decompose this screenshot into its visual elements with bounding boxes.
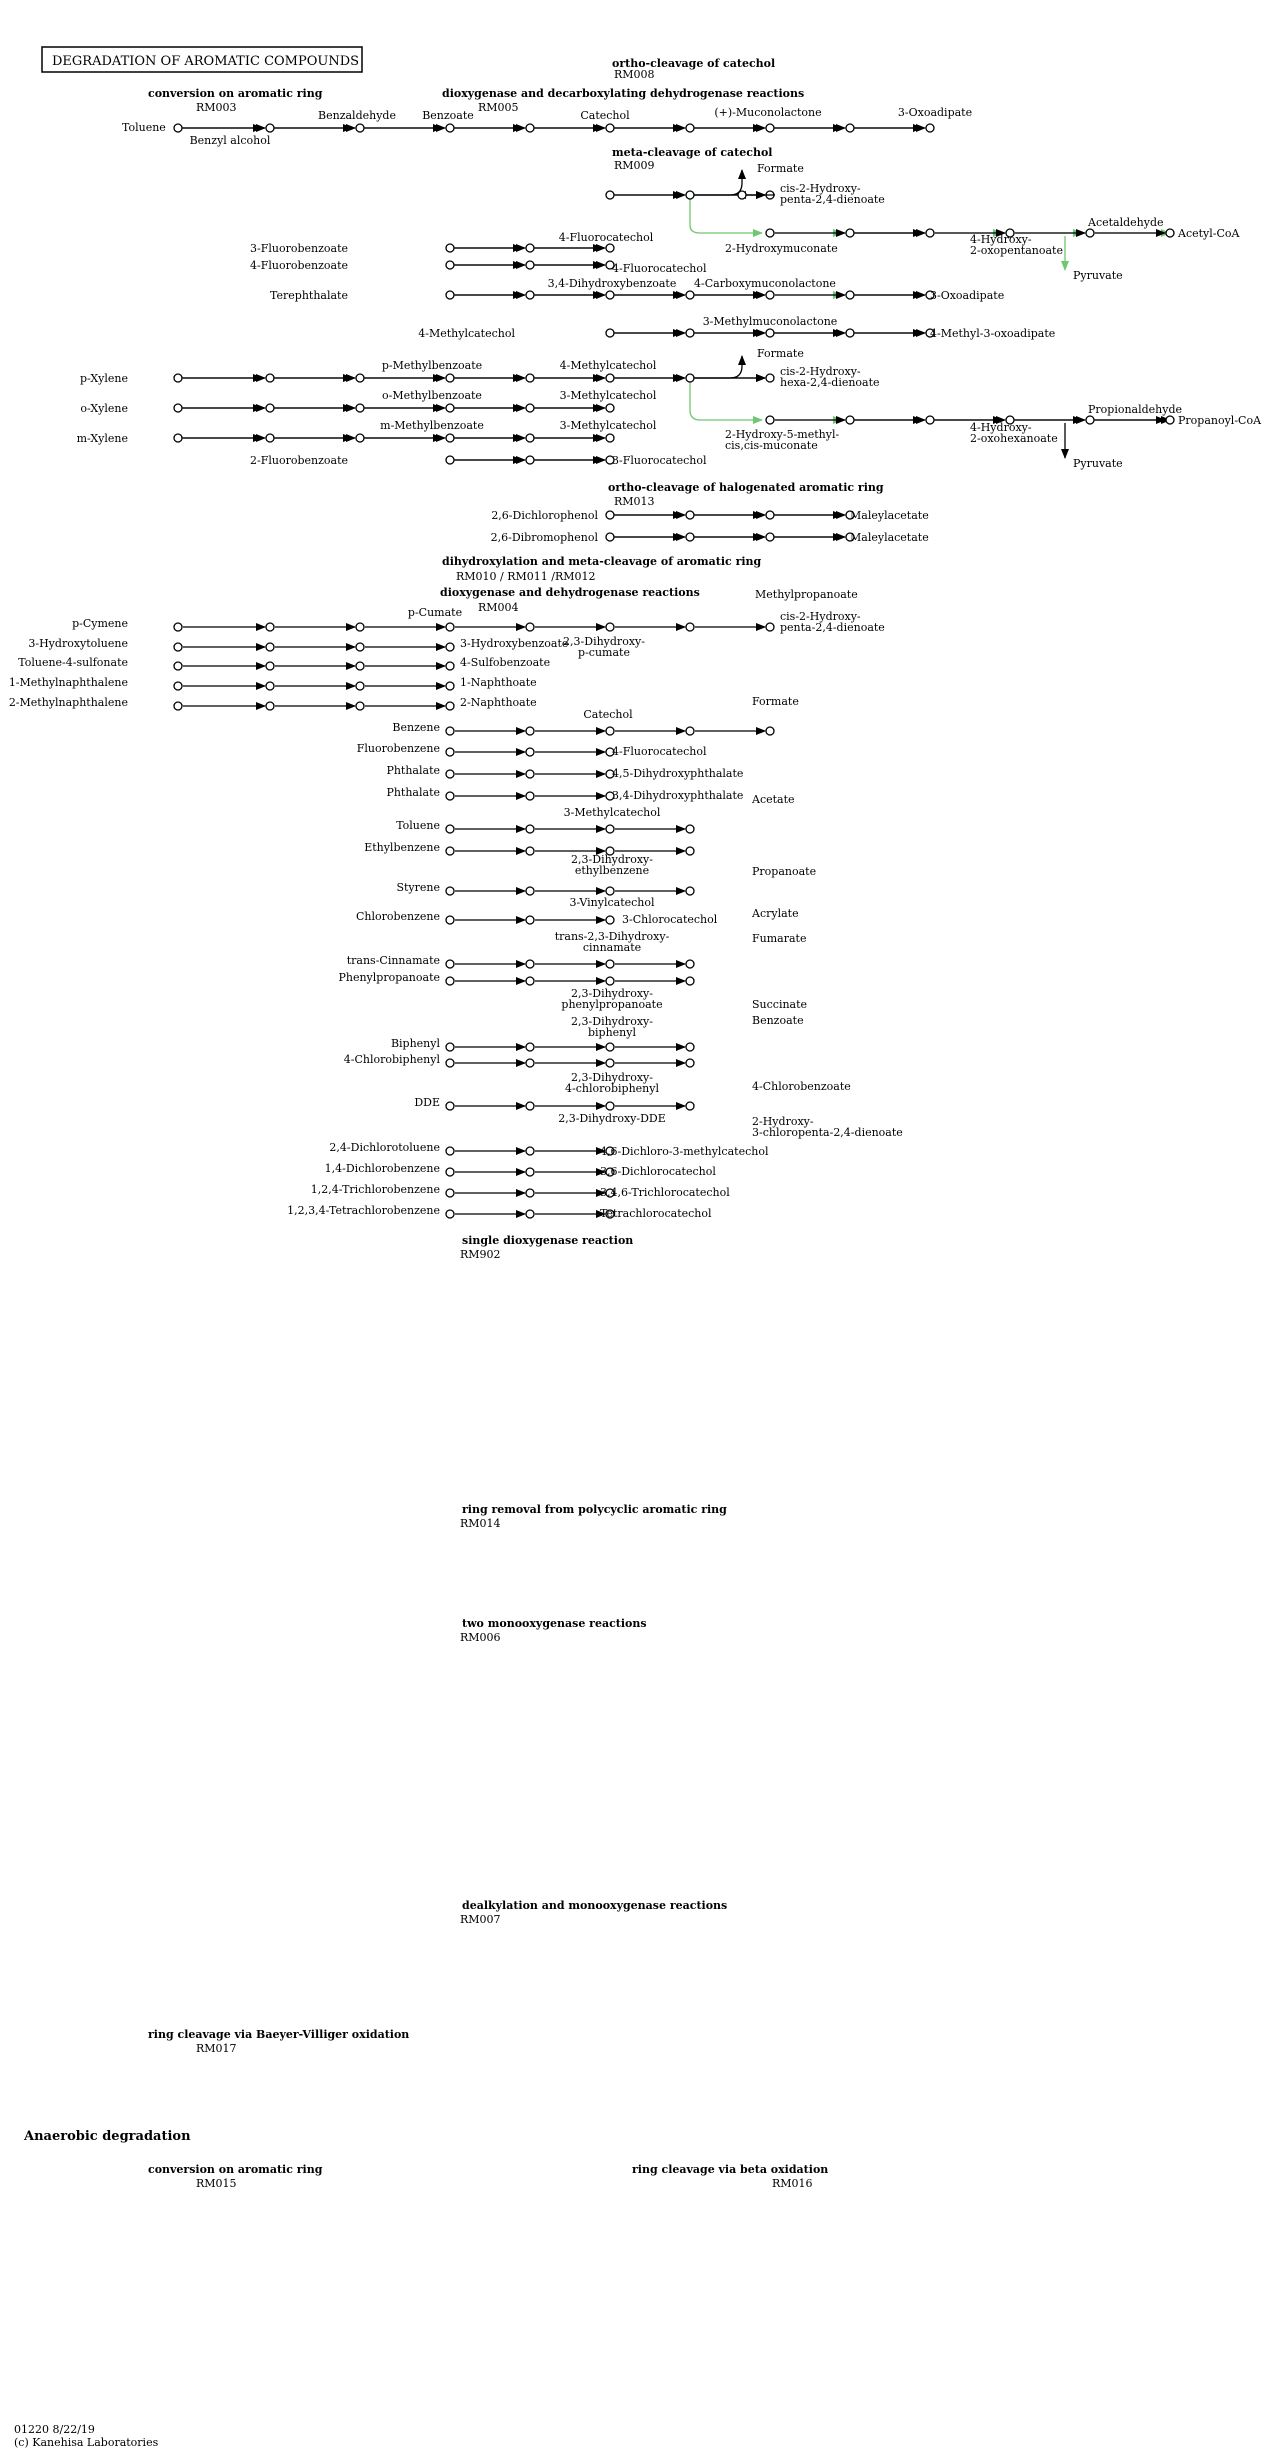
compound-node[interactable] <box>606 977 614 985</box>
compound-label: Pyruvate <box>1073 269 1123 282</box>
compound-label: Formate <box>757 347 804 360</box>
compound-label: Benzyl alcohol <box>189 134 271 147</box>
compound-label: 2,6-Dichlorophenol <box>491 509 598 522</box>
compound-label: 3-Methylcatechol <box>563 806 661 819</box>
compound-node[interactable] <box>526 434 534 442</box>
compound-label: 4-Hydroxy- <box>970 233 1032 246</box>
compound-label: 4-Sulfobenzoate <box>460 656 551 669</box>
compound-node[interactable] <box>446 847 454 855</box>
compound-node[interactable] <box>266 662 274 670</box>
compound-label: Methylpropanoate <box>755 588 858 601</box>
compound-label: 2-Naphthoate <box>460 696 537 709</box>
compound-node[interactable] <box>526 887 534 895</box>
compound-node[interactable] <box>446 124 454 132</box>
compound-label: Toluene <box>122 121 166 134</box>
compound-label: Propionaldehyde <box>1088 403 1183 416</box>
compound-label: penta-2,4-dienoate <box>780 193 885 206</box>
compound-node[interactable] <box>526 261 534 269</box>
compound-label: 2-Fluorobenzoate <box>250 454 348 467</box>
compound-node[interactable] <box>266 623 274 631</box>
compound-node[interactable] <box>446 623 454 631</box>
compound-label: 2,3-Dihydroxy- <box>571 853 653 866</box>
compound-node[interactable] <box>174 643 182 651</box>
compound-label: Catechol <box>583 708 633 721</box>
compound-label: Styrene <box>396 881 440 894</box>
compound-node[interactable] <box>1086 229 1094 237</box>
compound-node[interactable] <box>174 682 182 690</box>
compound-node[interactable] <box>526 792 534 800</box>
compound-node[interactable] <box>766 229 774 237</box>
compound-node[interactable] <box>606 1059 614 1067</box>
compound-label: 1,4-Dichlorobenzene <box>324 1162 440 1175</box>
compound-node[interactable] <box>446 374 454 382</box>
compound-node[interactable] <box>526 404 534 412</box>
compound-node[interactable] <box>606 404 614 412</box>
compound-node[interactable] <box>446 404 454 412</box>
compound-label: p-Cymene <box>72 617 128 630</box>
compound-label: Benzaldehyde <box>318 109 396 122</box>
compound-node[interactable] <box>526 847 534 855</box>
module-label: RM010 / RM011 /RM012 <box>456 570 596 583</box>
compound-node[interactable] <box>606 887 614 895</box>
compound-label: 3,4,6-Trichlorocatechol <box>600 1186 730 1199</box>
compound-label: 3-Methylmuconolactone <box>702 315 838 328</box>
compound-label: 2,3-Dihydroxy- <box>571 987 653 1000</box>
compound-label: Acrylate <box>752 907 799 920</box>
compound-label: 2-oxohexanoate <box>970 432 1058 445</box>
compound-label: 3-Hydroxytoluene <box>28 637 128 650</box>
compound-node[interactable] <box>686 1102 694 1110</box>
compound-node[interactable] <box>766 533 774 541</box>
compound-node[interactable] <box>446 1043 454 1051</box>
compound-node[interactable] <box>526 1102 534 1110</box>
compound-node[interactable] <box>686 727 694 735</box>
compound-node[interactable] <box>526 825 534 833</box>
compound-label: 3,6-Dichlorocatechol <box>600 1165 716 1178</box>
compound-node[interactable] <box>446 261 454 269</box>
compound-node[interactable] <box>174 702 182 710</box>
compound-label: cinnamate <box>582 941 642 954</box>
module-label: RM008 <box>614 68 655 81</box>
compound-node[interactable] <box>526 916 534 924</box>
compound-label: 4-Chlorobiphenyl <box>343 1053 440 1066</box>
compound-node[interactable] <box>446 434 454 442</box>
compound-node[interactable] <box>606 533 614 541</box>
compound-node[interactable] <box>606 1043 614 1051</box>
compound-node[interactable] <box>446 1102 454 1110</box>
compound-node[interactable] <box>526 244 534 252</box>
compound-label: 4-Methylcatechol <box>418 327 515 340</box>
compound-label: cis,cis-muconate <box>725 439 818 452</box>
compound-node[interactable] <box>846 329 854 337</box>
compound-node[interactable] <box>446 1189 454 1197</box>
compound-label: Fluorobenzene <box>356 742 440 755</box>
compound-label: 3-Fluorobenzoate <box>250 242 348 255</box>
section-heading: ring removal from polycyclic aromatic ring <box>462 1503 727 1516</box>
compound-node[interactable] <box>606 434 614 442</box>
compound-node[interactable] <box>266 124 274 132</box>
compound-label: 1-Naphthoate <box>460 676 537 689</box>
compound-label: Succinate <box>752 998 808 1011</box>
compound-node[interactable] <box>606 825 614 833</box>
compound-node[interactable] <box>686 623 694 631</box>
section-heading: ring cleavage via beta oxidation <box>632 2163 829 2176</box>
compound-node[interactable] <box>606 124 614 132</box>
compound-node[interactable] <box>526 1189 534 1197</box>
compound-label: m-Methylbenzoate <box>380 419 484 432</box>
module-label: RM009 <box>614 159 655 172</box>
compound-label: trans-Cinnamate <box>346 954 440 967</box>
compound-label: 4-Fluorocatechol <box>612 262 707 275</box>
compound-node[interactable] <box>926 229 934 237</box>
compound-node[interactable] <box>446 977 454 985</box>
compound-node[interactable] <box>846 291 854 299</box>
compound-label: 4-Chlorobenzoate <box>752 1080 851 1093</box>
compound-node[interactable] <box>766 291 774 299</box>
compound-node[interactable] <box>174 434 182 442</box>
section-heading: ring cleavage via Baeyer-Villiger oxidation <box>148 2028 410 2041</box>
compound-label: Catechol <box>580 109 630 122</box>
compound-label: phenylpropanoate <box>561 998 663 1011</box>
compound-label: Toluene <box>396 819 440 832</box>
compound-node[interactable] <box>446 456 454 464</box>
compound-label: 2,3-Dihydroxy- <box>563 635 645 648</box>
compound-node[interactable] <box>356 643 364 651</box>
compound-label: hexa-2,4-dienoate <box>780 376 880 389</box>
compound-label: Biphenyl <box>390 1037 440 1050</box>
compound-node[interactable] <box>356 702 364 710</box>
compound-node[interactable] <box>266 702 274 710</box>
compound-label: 2,6-Dibromophenol <box>490 531 598 544</box>
compound-label: 4-Carboxymuconolactone <box>694 277 836 290</box>
compound-label: biphenyl <box>587 1026 637 1039</box>
compound-node[interactable] <box>526 727 534 735</box>
compound-label: o-Methylbenzoate <box>382 389 482 402</box>
compound-node[interactable] <box>446 960 454 968</box>
compound-label: Maleylacetate <box>850 509 929 522</box>
compound-label: p-Xylene <box>79 372 128 385</box>
compound-label: DDE <box>414 1096 440 1109</box>
module-label: RM007 <box>460 1913 501 1926</box>
compound-label: 3-Methylcatechol <box>559 419 657 432</box>
compound-label: 3-Vinylcatechol <box>569 896 655 909</box>
compound-node[interactable] <box>846 124 854 132</box>
compound-label: 3-chloropenta-2,4-dienoate <box>752 1126 903 1139</box>
compound-node[interactable] <box>926 124 934 132</box>
compound-label: 4-chlorobiphenyl <box>565 1082 659 1095</box>
compound-node[interactable] <box>526 1043 534 1051</box>
compound-node[interactable] <box>526 1210 534 1218</box>
compound-label: 4,6-Dichloro-3-methylcatechol <box>600 1145 769 1158</box>
compound-node[interactable] <box>526 124 534 132</box>
compound-node[interactable] <box>526 623 534 631</box>
compound-node[interactable] <box>686 960 694 968</box>
compound-label: 2-Hydroxy- <box>752 1115 814 1128</box>
compound-label: 4-Methylcatechol <box>559 359 657 372</box>
compound-node[interactable] <box>266 374 274 382</box>
compound-node[interactable] <box>446 916 454 924</box>
compound-node[interactable] <box>606 191 614 199</box>
section-heading: dealkylation and monooxygenase reactions <box>462 1899 728 1912</box>
compound-node[interactable] <box>446 770 454 778</box>
compound-label: 2,4-Dichlorotoluene <box>329 1141 440 1154</box>
compound-label: Fumarate <box>752 932 807 945</box>
compound-label: 3,4-Dihydroxybenzoate <box>547 277 677 290</box>
compound-node[interactable] <box>606 916 614 924</box>
compound-node[interactable] <box>446 887 454 895</box>
compound-label: 1-Methylnaphthalene <box>8 676 128 689</box>
compound-label: 2,3-Dihydroxy- <box>571 1071 653 1084</box>
compound-label: Formate <box>757 162 804 175</box>
module-label: RM013 <box>614 495 655 508</box>
compound-label: p-Methylbenzoate <box>381 359 483 372</box>
compound-node[interactable] <box>766 623 774 631</box>
compound-node[interactable] <box>446 682 454 690</box>
compound-node[interactable] <box>766 329 774 337</box>
compound-label: ethylbenzene <box>574 864 650 877</box>
compound-node[interactable] <box>686 291 694 299</box>
compound-label: 2-Methylnaphthalene <box>8 696 128 709</box>
compound-node[interactable] <box>446 1210 454 1218</box>
compound-node[interactable] <box>686 977 694 985</box>
compound-node[interactable] <box>606 623 614 631</box>
section-heading: dioxygenase and dehydrogenase reactions <box>440 586 700 599</box>
compound-node[interactable] <box>356 682 364 690</box>
compound-label: (+)-Muconolactone <box>714 106 822 119</box>
compound-label: Ethylbenzene <box>364 841 440 854</box>
compound-label: 4-Fluorocatechol <box>612 745 707 758</box>
compound-node[interactable] <box>174 124 182 132</box>
compound-node[interactable] <box>446 1147 454 1155</box>
compound-label: 3-Oxoadipate <box>897 106 973 119</box>
compound-label: cis-2-Hydroxy- <box>780 610 861 623</box>
compound-node[interactable] <box>526 1168 534 1176</box>
compound-label: Phenylpropanoate <box>338 971 440 984</box>
module-label: RM016 <box>772 2177 813 2190</box>
compound-node[interactable] <box>266 682 274 690</box>
module-label: RM006 <box>460 1631 501 1644</box>
compound-label: 2,3-Dihydroxy- <box>571 1015 653 1028</box>
compound-label: o-Xylene <box>80 402 128 415</box>
compound-node[interactable] <box>686 1059 694 1067</box>
compound-node[interactable] <box>446 1059 454 1067</box>
compound-node[interactable] <box>266 643 274 651</box>
compound-node[interactable] <box>606 291 614 299</box>
compound-node[interactable] <box>446 702 454 710</box>
compound-label: cis-2-Hydroxy- <box>780 182 861 195</box>
compound-label: 2,3-Dihydroxy-DDE <box>558 1112 666 1125</box>
compound-node[interactable] <box>606 960 614 968</box>
compound-node[interactable] <box>266 404 274 412</box>
section-heading: dihydroxylation and meta-cleavage of aromatic ring <box>442 555 762 568</box>
compound-label: Terephthalate <box>270 289 348 302</box>
compound-label: Acetyl-CoA <box>1178 227 1240 240</box>
compound-label: 3,4-Dihydroxyphthalate <box>612 789 744 802</box>
compound-label: Acetate <box>752 793 795 806</box>
compound-node[interactable] <box>926 416 934 424</box>
section-heading: Anaerobic degradation <box>24 2129 191 2144</box>
compound-node[interactable] <box>266 434 274 442</box>
compound-node[interactable] <box>446 291 454 299</box>
module-label: RM003 <box>196 101 237 114</box>
module-label: RM004 <box>478 601 519 614</box>
compound-node[interactable] <box>686 329 694 337</box>
compound-node[interactable] <box>606 244 614 252</box>
compound-node[interactable] <box>846 229 854 237</box>
compound-node[interactable] <box>526 977 534 985</box>
compound-label: 4-Fluorocatechol <box>558 231 654 244</box>
compound-node[interactable] <box>846 416 854 424</box>
section-heading: ortho-cleavage of catechol <box>612 57 776 70</box>
compound-node[interactable] <box>446 825 454 833</box>
compound-node[interactable] <box>526 456 534 464</box>
compound-label: Propanoate <box>752 865 817 878</box>
compound-node[interactable] <box>686 374 694 382</box>
compound-node[interactable] <box>356 124 364 132</box>
compound-node[interactable] <box>686 533 694 541</box>
compound-label: 4-Methyl-3-oxoadipate <box>930 327 1056 340</box>
compound-label: Chlorobenzene <box>355 910 440 923</box>
compound-label: 3-Oxoadipate <box>930 289 1005 302</box>
compound-node[interactable] <box>686 847 694 855</box>
section-heading: meta-cleavage of catechol <box>612 146 773 159</box>
compound-label: Pyruvate <box>1073 457 1123 470</box>
compound-node[interactable] <box>1166 229 1174 237</box>
section-heading: conversion on aromatic ring <box>148 87 323 100</box>
section-heading: two monooxygenase reactions <box>462 1617 647 1630</box>
compound-node[interactable] <box>766 727 774 735</box>
compound-label: Benzene <box>392 721 440 734</box>
compound-node[interactable] <box>446 662 454 670</box>
compound-label: 3-Chlorocatechol <box>622 913 718 926</box>
compound-node[interactable] <box>1086 416 1094 424</box>
compound-label: 2-oxopentanoate <box>970 244 1063 257</box>
compound-label: Phthalate <box>386 786 440 799</box>
compound-node[interactable] <box>766 124 774 132</box>
compound-node[interactable] <box>526 960 534 968</box>
compound-label: Phthalate <box>386 764 440 777</box>
section-heading: single dioxygenase reaction <box>462 1234 634 1247</box>
compound-label: 3-Methylcatechol <box>559 389 657 402</box>
section-heading: conversion on aromatic ring <box>148 2163 323 2176</box>
compound-label: Benzoate <box>422 109 474 122</box>
compound-node[interactable] <box>174 662 182 670</box>
compound-label: 3-Hydroxybenzoate <box>460 637 569 650</box>
compound-label: 3-Fluorocatechol <box>612 454 707 467</box>
compound-label: Tetrachlorocatechol <box>600 1207 712 1220</box>
compound-label: m-Xylene <box>76 432 128 445</box>
module-label: RM005 <box>478 101 519 114</box>
compound-node[interactable] <box>606 727 614 735</box>
compound-node[interactable] <box>686 887 694 895</box>
compound-node[interactable] <box>606 511 614 519</box>
compound-node[interactable] <box>686 191 694 199</box>
compound-node[interactable] <box>446 727 454 735</box>
compound-node[interactable] <box>356 434 364 442</box>
compound-node[interactable] <box>526 291 534 299</box>
section-heading: dioxygenase and decarboxylating dehydrogenase reactions <box>442 87 805 100</box>
compound-label: p-Cumate <box>407 606 463 619</box>
compound-node[interactable] <box>356 662 364 670</box>
compound-label: 2-Hydroxy-5-methyl- <box>725 428 840 441</box>
compound-node[interactable] <box>526 1147 534 1155</box>
compound-label: 4,5-Dihydroxyphthalate <box>612 767 744 780</box>
compound-node[interactable] <box>174 374 182 382</box>
compound-node[interactable] <box>738 191 746 199</box>
compound-node[interactable] <box>766 416 774 424</box>
compound-label: penta-2,4-dienoate <box>780 621 885 634</box>
compound-node[interactable] <box>174 623 182 631</box>
compound-node[interactable] <box>606 329 614 337</box>
compound-node[interactable] <box>446 748 454 756</box>
compound-node[interactable] <box>174 404 182 412</box>
compound-node[interactable] <box>686 1043 694 1051</box>
compound-node[interactable] <box>446 643 454 651</box>
compound-node[interactable] <box>446 1168 454 1176</box>
module-label: RM902 <box>460 1248 501 1261</box>
compound-node[interactable] <box>686 825 694 833</box>
compound-node[interactable] <box>606 374 614 382</box>
module-label: RM017 <box>196 2042 237 2055</box>
compound-node[interactable] <box>606 1102 614 1110</box>
compound-label: 4-Fluorobenzoate <box>250 259 348 272</box>
compound-node[interactable] <box>526 770 534 778</box>
compound-label: trans-2,3-Dihydroxy- <box>554 930 670 943</box>
compound-label: 1,2,3,4-Tetrachlorobenzene <box>287 1204 440 1217</box>
module-label: RM015 <box>196 2177 237 2190</box>
compound-node[interactable] <box>1166 416 1174 424</box>
compound-label: Acetaldehyde <box>1088 216 1164 229</box>
compound-node[interactable] <box>356 623 364 631</box>
compound-node[interactable] <box>766 374 774 382</box>
compound-label: 1,2,4-Trichlorobenzene <box>310 1183 440 1196</box>
compound-node[interactable] <box>526 374 534 382</box>
compound-label: Maleylacetate <box>850 531 929 544</box>
compound-node[interactable] <box>686 511 694 519</box>
compound-node[interactable] <box>766 511 774 519</box>
footer-copyright: (c) Kanehisa Laboratories <box>14 2436 159 2449</box>
section-heading: ortho-cleavage of halogenated aromatic ring <box>608 481 884 494</box>
compound-label: Toluene-4-sulfonate <box>18 656 128 669</box>
compound-label: Propanoyl-CoA <box>1178 414 1262 427</box>
compound-label: cis-2-Hydroxy- <box>780 365 861 378</box>
compound-node[interactable] <box>446 792 454 800</box>
compound-node[interactable] <box>446 244 454 252</box>
footer-id: 01220 8/22/19 <box>14 2423 95 2436</box>
page-title: DEGRADATION OF AROMATIC COMPOUNDS <box>52 54 360 69</box>
compound-label: Formate <box>752 695 799 708</box>
module-label: RM014 <box>460 1517 501 1530</box>
compound-node[interactable] <box>356 404 364 412</box>
compound-label: Benzoate <box>752 1014 804 1027</box>
compound-node[interactable] <box>356 374 364 382</box>
compound-label: 4-Hydroxy- <box>970 421 1032 434</box>
compound-node[interactable] <box>686 124 694 132</box>
compound-node[interactable] <box>526 748 534 756</box>
compound-node[interactable] <box>526 1059 534 1067</box>
compound-label: p-cumate <box>578 646 630 659</box>
compound-label: 2-Hydroxymuconate <box>725 242 838 255</box>
